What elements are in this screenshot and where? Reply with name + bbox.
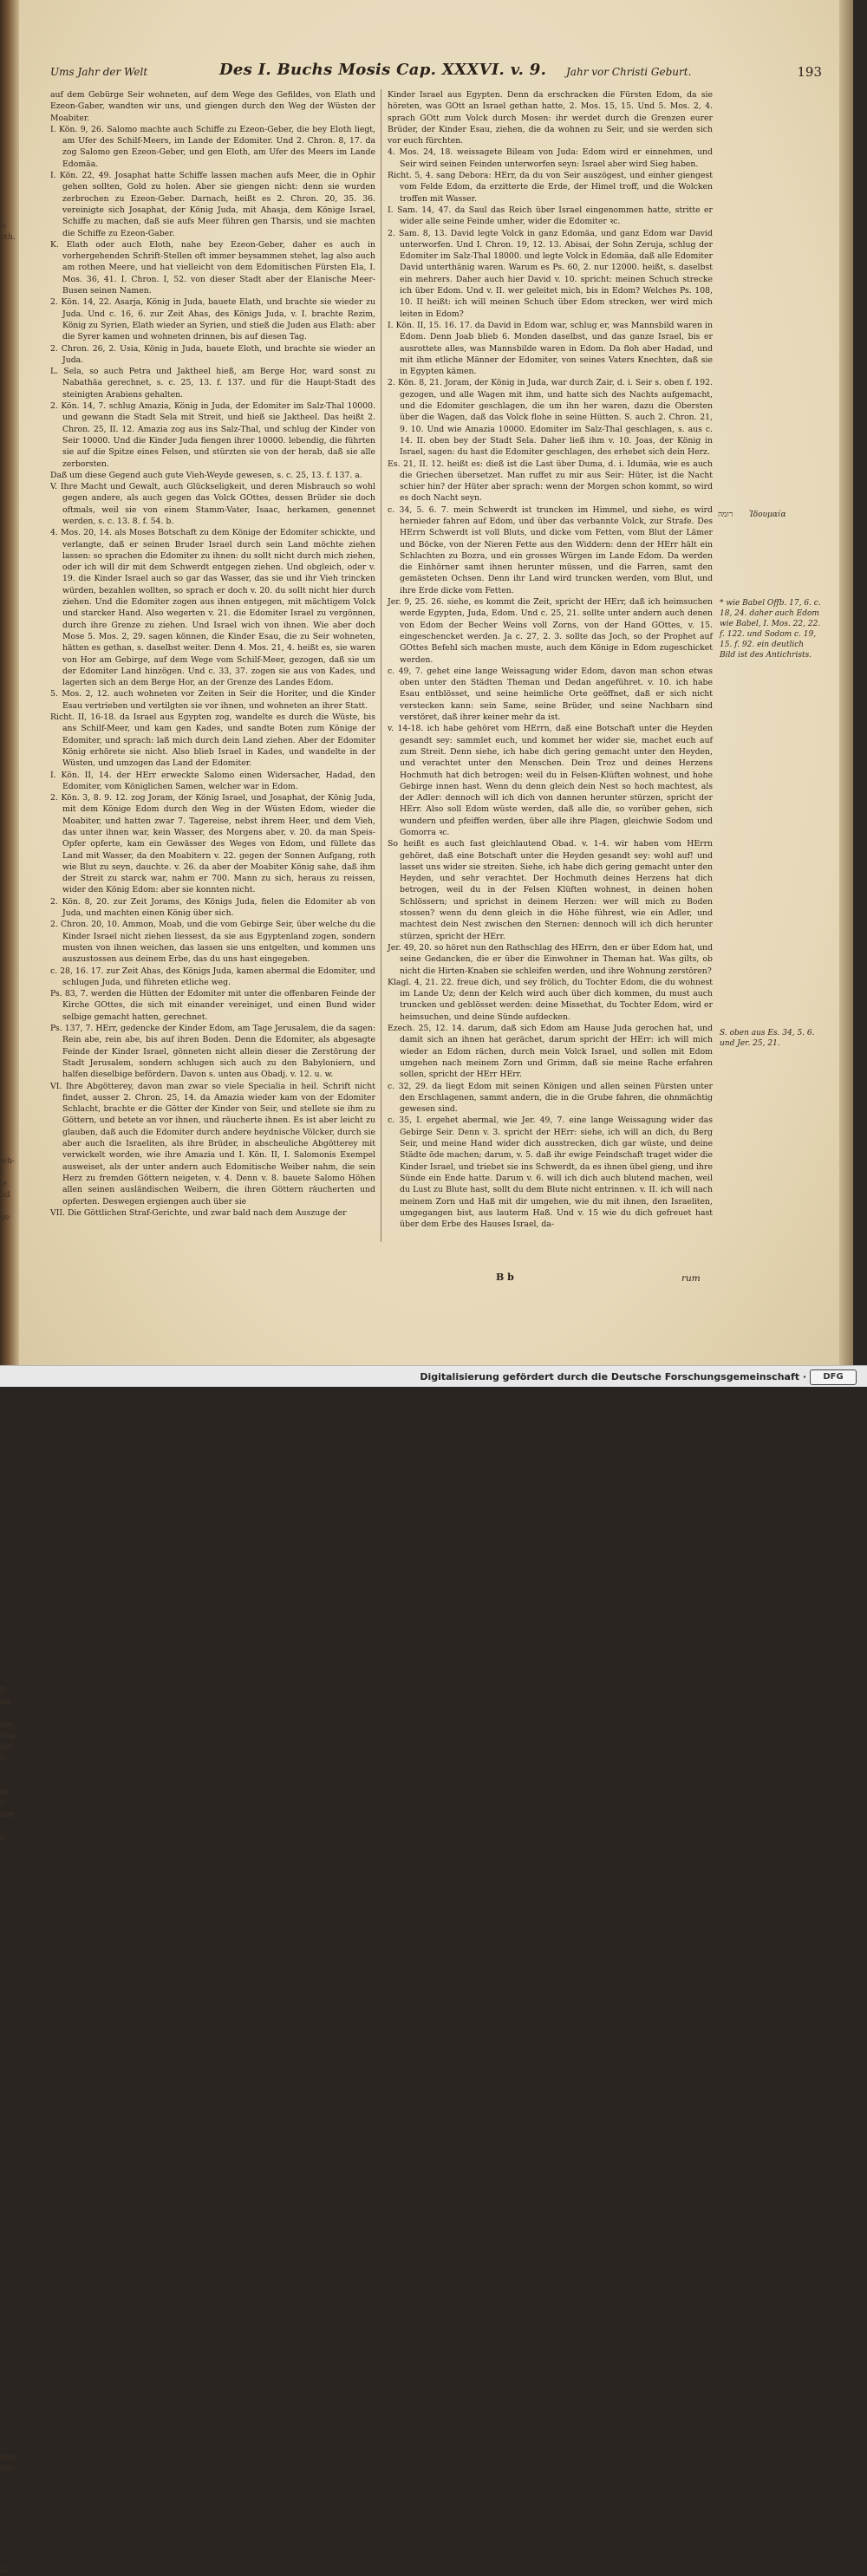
margin-fragment — [0, 413, 19, 424]
margin-fragment — [0, 2441, 19, 2452]
margin-fragment — [0, 863, 19, 875]
margin-fragment — [0, 1573, 19, 1584]
margin-fragment — [0, 1528, 19, 1539]
margin-fragment — [0, 762, 19, 773]
margin-fragment — [0, 322, 19, 334]
margin-fragment — [0, 2520, 19, 2531]
margin-fragment — [0, 2283, 19, 2294]
margin-fragment — [0, 1968, 19, 1979]
header-right: Jahr vor Christi Geburt. — [566, 66, 692, 78]
margin-fragment: nen — [0, 2453, 15, 2462]
margin-fragment — [0, 886, 19, 897]
margin-fragment: lor- — [0, 1698, 14, 1707]
margin-fragment — [0, 1855, 19, 1866]
margin-fragment — [0, 2159, 19, 2170]
margin-fragment — [0, 660, 19, 672]
margin-fragment — [0, 2249, 19, 2261]
paragraph: Richt. 5, 4. sang Debora: HErr, da du von Seir auszögest, und einher giengest vom Felde Edom, da erzitterte die Erde, der Himel troff, und die Wolcken troffen mit Wasser. — [388, 171, 713, 204]
margin-fragment — [0, 897, 19, 908]
margin-fragment — [0, 1877, 19, 1889]
paragraph: 2. Kön. 8, 21. Joram, der König in Juda, war durch Zair, d. i. Seir s. oben f. 192. gezogen, und alle Wagen mit ihm, und hatte sich des Nachts aufgemacht, und die Edomiter geschlagen, die um ihn her waren, dazu die Obersten über die Wagen, daß das Volck flohe in seine Hütten. S. auch 2. Chron. 21, 9. 10. Und wie Amazia 10000. Edomiter im Salz-Thal geschlagen, s. aus c. 14. II. oben bey der Stadt Sela. Daher ließ ihm v. 10. Joas, der König in Israel, sagen: du hast die Edomiter geschlagen, des erhebet sich dein Herz. — [388, 378, 713, 458]
page-edge — [839, 0, 853, 1365]
paragraph: Richt. II, 16-18. da Israel aus Egypten zog, wandelte es durch die Wüste, bis ans Schilf-Meer, und kam gen Kades, und sandte Boten zum Könige der Edomiter, und sprach: laß mich durch dein Land ziehen. Aber der Edomiter König erhörete sie nicht. Also blieb Israel in Kades, und wandelte in der Wüsten, und umzogen das Land der Edomiter. — [50, 712, 375, 769]
paragraph: I. Kön. 9, 26. Salomo machte auch Schiffe zu Ezeon-Geber, die bey Eloth liegt, am Ufer des Schilf-Meers, im Lande der Edomiter. Und 2. Chron. 8, 17. da zog Salomo gen Ezeon-Geber, und gen Eloth, am Ufer des Meers im Lande Edomäa. — [50, 124, 375, 169]
margin-fragment: oth. — [0, 233, 16, 242]
paragraph: I. Kön. 22, 49. Josaphat hatte Schiffe lassen machen aufs Meer, die in Ophir gehen sollten, Gold zu holen. Aber sie giengen nicht: denn sie wurden zerbrochen zu Ezeon-Geber. Darnach, heißt es 2. Chron. 20, 35. 36. vereinigte sich Josaphat, der König Juda, mit Ahasja, dem Könige Israel, Schiffe zu machen, daß sie aufs Meer führen gen Tharsis, und sie machten die Schiffe zu Ezeon-Gaber. — [50, 171, 375, 238]
margin-fragment — [0, 987, 19, 999]
margin-fragment: r — [0, 1799, 4, 1808]
margin-fragment — [0, 1663, 19, 1675]
margin-fragment — [0, 739, 19, 751]
margin-fragment — [0, 1945, 19, 1956]
left-column — [50, 89, 375, 1242]
margin-fragment — [0, 480, 19, 491]
margin-fragment: rey. — [0, 2464, 15, 2473]
margin-fragment — [0, 1641, 19, 1652]
margin-fragment — [0, 2407, 19, 2418]
paragraph: Klagl. 4, 21. 22. freue dich, und sey frölich, du Tochter Edom, die du wohnest im Lande Uz; denn der Kelch wird auch über dich kommen, du must auch truncken und geblösset werden: deine Missethat, du Tochter Edom, wird er heimsuchen, und deine Sünde aufdecken. — [388, 977, 713, 1022]
margin-fragment — [0, 920, 19, 931]
paragraph: 2. Chron. 20, 10. Ammon, Moab, und die vom Gebirge Seir, über welche du die Kinder Israel nicht ziehen liessest, da sie aus Egyptenland zogen, sondern musten von ihnen weichen, das lassen sie uns entgelten, und kommen uns auszustossen aus deinem Erbe, das du uns hast eingegeben. — [50, 920, 375, 965]
margin-fragment — [0, 2182, 19, 2193]
margin-fragment — [0, 1483, 19, 1494]
margin-fragment — [0, 694, 19, 706]
margin-fragment: ilug — [0, 1732, 16, 1740]
margin-fragment — [0, 2204, 19, 2215]
paragraph: L. Sela, so auch Petra und Jaktheel hieß, am Berge Hor, ward sonst zu Nabathäa gerechnet, s. c. 25, 13. f. 137. und für die Haupt-Stadt des steinigten Arabiens gehalten. — [50, 367, 375, 400]
paragraph: I. Kön. II, 15. 16. 17. da David in Edom war, schlug er, was Mannsbild waren in Edom. Denn Joab blieb 6. Monden daselbst, und das ganze Israel, bis er ausrottete alles, was Mannsbilde waren in Edom. Da floh aber Hadad, und mit ihm etliche Männer der Edomiter, von seines Vaters Knechten, daß sie in Egypten kämen. — [388, 320, 713, 377]
margin-fragment — [0, 2272, 19, 2283]
margin-fragment — [0, 1291, 19, 1303]
left-margin-fragments — [0, 221, 19, 2576]
margin-fragment — [0, 1844, 19, 1855]
margin-fragment — [0, 829, 19, 841]
paragraph: 2. Sam. 8, 13. David legte Volck in ganz Edomäa, und ganz Edom war David unterworfen. Und I. Chron. 19, 12. 13. Abisai, der Sohn Zeruja, schlug der Edomiter im Salz-Thal 18000. und legte Volck in Edomäa, daß alle Edomiter David unterthänig waren. Warum es Ps. 60, 2. nur 12000. heißt, s. daselbst ein mehrers. Daher auch hier David v. 10. spricht: meinen Schuch strecke ich über Edom. Und v. II. wer geleitet mich, bis in Edom? Welches Ps. 108, 10. II heißt: ich will meinen Schuch über Edom strecken, wer wird mich leiten in Edom? — [388, 228, 713, 319]
margin-fragment — [0, 2475, 19, 2486]
dfg-logo: DFG — [810, 1369, 857, 1385]
margin-fragment — [0, 796, 19, 807]
book-page — [19, 0, 853, 1365]
margin-fragment — [0, 2215, 19, 2227]
footer-bar — [0, 1365, 867, 1387]
paragraph: Es. 21, II. 12. heißt es: dieß ist die Last über Duma, d. i. Idumäa, wie es auch die Griechen übersetzet. Man ruffet zu mir aus Seir: Hüter, ist die Nacht schier hin? der Hüter aber sprach: wenn der Morgen schon kommt, so wird es doch Nacht seyn. — [388, 459, 713, 504]
margin-fragment — [0, 1325, 19, 1337]
right-column — [388, 89, 713, 1251]
margin-fragment — [0, 706, 19, 717]
margin-fragment — [0, 841, 19, 852]
margin-fragment — [0, 1404, 19, 1415]
margin-fragment — [0, 2553, 19, 2565]
margin-fragment — [0, 401, 19, 413]
margin-fragment — [0, 446, 19, 458]
margin-fragment — [0, 582, 19, 593]
margin-fragment — [0, 525, 19, 537]
margin-fragment — [0, 751, 19, 762]
margin-fragment — [0, 1393, 19, 1404]
margin-fragment — [0, 593, 19, 604]
margin-fragment — [0, 965, 19, 976]
page-number: 193 — [797, 64, 822, 80]
margin-fragment — [0, 1675, 19, 1686]
margin-fragment — [0, 2531, 19, 2542]
margin-fragment — [0, 514, 19, 525]
paragraph: K. Elath oder auch Eloth, nahe bey Ezeon-Geber, daher es auch in vorhergehenden Schrift-Stellen oft immer beysammen stehet, lag also auch am rothen Meere, und hat vielleicht von dem Edomitischen Fürsten Ela, I. Mos. 36, 41. I. Chron. I, 52. von dieser Stadt aber der Elanische Meer-Busen seinen Namen. — [50, 239, 375, 296]
margin-fragment — [0, 1607, 19, 1618]
margin-fragment — [0, 2080, 19, 2091]
paragraph: I. Kön. II, 14. der HErr erweckte Salomo einen Widersacher, Hadad, den Edomiter, vom Königlichen Samen, welcher war in Edom. — [50, 770, 375, 791]
margin-fragment — [0, 1551, 19, 1562]
paragraph: 2. Kön. 8, 20. zur Zeit Jorams, des Königs Juda, fielen die Edomiter ab von Juda, und machten einen König über sich. — [50, 896, 375, 919]
margin-fragment: r — [0, 1168, 4, 1177]
margin-fragment — [0, 1708, 19, 1720]
margin-fragment — [0, 1314, 19, 1325]
margin-fragment — [0, 1111, 19, 1122]
margin-note-babel: * wie Babel Offb. 17, 6. c. 18, 24. daher auch Edom wie Babel, I. Mos. 22, 22. f. 122. und Sodom c. 19, 15. f. 92. ein deutlich Bild ist des Antichrists. — [720, 599, 821, 660]
paragraph: 2. Kön. 3, 8. 9. 12. zog Joram, der König Israel, und Josaphat, der König Juda, mit dem Könige Edom durch den Weg in der Wüsten Edom, wieder die Moabiter, und hatten zwar 7. Tagereise, nebst ihrem Heer, und dem Vieh, das unter ihnen war, kein Wasser, des Morgens aber, v. 20. da man Speis-Opfer opferte, kam ein Gewässer des Weges von Edom, und füllete das Land mit Wasser, da den Moabitern v. 22. gegen der Sonnen Aufgang, roth wie Blut zu seyn, dauchte. v. 26. da aber der Moabiter König sahe, daß ihm der Streit zu starck war, nahm er 700. Mann zu sich, heraus zu reissen, wider den König Edom: aber sie konnten nicht. — [50, 793, 375, 895]
margin-fragment: nd — [0, 1191, 10, 1200]
margin-note-greek: Ἰδουμαία — [749, 511, 786, 519]
signature-mark: B b — [496, 1272, 514, 1283]
margin-fragment: am. — [0, 1721, 15, 1729]
header-left: Ums Jahr der Welt — [50, 66, 148, 78]
paragraph: 2. Chron. 26, 2. Usia, König in Juda, bauete Eloth, und brachte sie wieder an Juda. — [50, 343, 375, 365]
margin-fragment — [0, 1630, 19, 1641]
paragraph: c. 34, 5. 6. 7. mein Schwerdt ist truncken im Himmel, und siehe, es wird hernieder fahren auf Edom, und über das verbannte Volck, zur Strafe. Des HErrn Schwerdt ist voll Bluts, und dicke vom Fetten, vom Blut der Lämer und Böcke, von der Nieren Fette aus den Widdern: denn der HErr hält ein Schlachten zu Bozra, und ein grosses Würgen im Lande Edom. Da werden die Einhörner samt ihnen herunter müssen, und die Farren, samt den gemästeten Ochsen. Denn ihr Land wird truncken werden, vom Blut, und ihre Erde dicke vom Fetten. — [388, 504, 713, 595]
paragraph: Ps. 137, 7. HErr, gedencke der Kinder Edom, am Tage Jerusalem, die da sagen: Rein abe, rein abe, bis auf ihren Boden. Denn die Edomiter, als abgesagte Feinde der Kinder Israel, gönneten nicht allein dieser die Zerstörung der Stadt Jerusalem, sondern schlugen sich auch zu den Babyloniern, und halfen dieselbige befördern. Davon s. unten aus Obadj. v. 12. u. w. — [50, 1024, 375, 1080]
paragraph: VI. Ihre Abgötterey, davon man zwar so viele Specialia in heil. Schrift nicht findet, ausser 2. Chron. 25, 14. da Amazia wieder kam von der Edomiter Schlacht, brachte er die Götter der Kinder von Seir, und stellete sie ihm zu Göttern, und betete an vor ihnen, und räucherte ihnen. Es ist aber leicht zu glauben, daß auch die Edomiter durch andere heydnische Völcker, durch sie aber auch die Israeliten, als ihre Brüder, in abscheuliche Abgötterey mit verwickelt worden, wie ihre Amazia und I. Kön. II, I. Salomonis Exempel ausweiset, als der unter andern auch Edomitische Weiber nahm, die sein Herz zu fremden Göttern neigeten, v. 4. Denn v. 8. bauete Salomo Höhen allen seinen ausländischen Weibern, die ihren Göttern räucherten und opferten. Deswegen ergiengen auch über sie — [50, 1081, 375, 1207]
paragraph: 2. Kön. 14, 7. schlug Amazia, König in Juda, der Edomiter im Salz-Thal 10000. und gewann die Stadt Sela mit Streit, und hieß sie Jaktheel. Das heißt 2. Chron. 25, II. 12. Amazia zog aus ins Salz-Thal, und schlug der Kinder von Seir 10000. Und die Kinder Juda fiengen ihrer 10000. lebendig, die führten sie auf die Spitze eines Felsen, und stürzten sie von der herab, daß sie alle zerborsten. — [50, 401, 375, 469]
margin-fragment — [0, 1122, 19, 1134]
margin-fragment — [0, 469, 19, 480]
margin-fragment — [0, 2148, 19, 2159]
margin-fragment — [0, 908, 19, 920]
paragraph: Ezech. 25, 12. 14. darum, daß sich Edom am Hause Juda gerochen hat, und damit sich an ihnen hat gerächet, darum spricht der HErr: ich will mich wieder an Edom rächen, durch mein Volck Israel, und sollen mit Edom umgehen nach meinem Zorn und Grimm, daß sie meine Rache erfahren sollen, spricht der HErr HErr. — [388, 1024, 713, 1080]
paragraph: 4. Mos. 24, 18. weissagete Bileam von Juda: Edom wird er einnehmen, und Seir wird seinen Feinden unterworfen seyn: Israel aber wird Sieg haben. — [388, 147, 713, 169]
margin-fragment: ls — [0, 222, 7, 231]
margin-fragment — [0, 2091, 19, 2103]
margin-fragment — [0, 1066, 19, 1077]
margin-fragment — [0, 1044, 19, 1055]
margin-fragment — [0, 2306, 19, 2317]
margin-fragment — [0, 1934, 19, 1945]
margin-fragment — [0, 683, 19, 694]
margin-fragment — [0, 1765, 19, 1776]
margin-fragment — [0, 1866, 19, 1877]
margin-fragment — [0, 356, 19, 368]
margin-fragment — [0, 627, 19, 638]
margin-fragment — [0, 2328, 19, 2339]
margin-fragment — [0, 1224, 19, 1235]
margin-fragment — [0, 2035, 19, 2046]
margin-fragment — [0, 2058, 19, 2069]
margin-fragment — [0, 1032, 19, 1044]
catchword: rum — [681, 1273, 701, 1284]
margin-fragment — [0, 289, 19, 300]
paragraph: Daß um diese Gegend auch gute Vieh-Weyde gewesen, s. c. 25, 13. f. 137. a. — [50, 470, 362, 480]
margin-fragment — [0, 2362, 19, 2373]
margin-fragment — [0, 2114, 19, 2125]
paragraph: v. 14-18. ich habe gehöret vom HErrn, daß eine Botschaft unter die Heyden gesandt sey: sammlet euch, und kommet her wider sie, machet euch auf zum Streit. Denn siehe, ich habe dich gering gemacht unter den Heyden, und verachtet unter den Menschen. Dein Troz und deines Herzens Hochmuth hat dich betrogen: weil du in Felsen-Klüften wohnest, und hohe Gebirge innen hast. Wenn du denn gleich dein Nest so hoch machtest, als der Adler: dennoch will ich dich von dannen herunter stürzen, spricht der HErr. Also soll Edom wüste werden, daß alle die, so vorüber gehen, sich wundern und pfeiffen werden, über alle ihre Plagen, gleichwie Sodom und Gomorra ꝛc. — [388, 724, 713, 837]
margin-fragment — [0, 1280, 19, 1291]
margin-fragment — [0, 2193, 19, 2204]
margin-fragment — [0, 277, 19, 289]
margin-fragment — [0, 300, 19, 311]
paragraph: V. Ihre Macht und Gewalt, auch Glückseligkeit, und deren Misbrauch so wohl gegen andere, als auch gegen das Volck GOttes, dessen Brüder sie doch oftmals, weil sie von einem Stamm-Vater, Isaac, herkamen, genennet werden, s. c. 13. 8. f. 54. b. — [50, 482, 375, 526]
margin-fragment: ge — [0, 1213, 10, 1222]
margin-fragment — [0, 2024, 19, 2035]
margin-fragment — [0, 311, 19, 322]
margin-fragment — [0, 1990, 19, 2001]
margin-fragment — [0, 424, 19, 435]
margin-fragment: ieh- — [0, 1157, 16, 1166]
margin-fragment — [0, 1900, 19, 1911]
margin-fragment: E- — [0, 1687, 9, 1695]
margin-note-hebrew: רומה — [718, 511, 733, 519]
margin-fragment — [0, 649, 19, 660]
margin-fragment — [0, 1010, 19, 1021]
margin-fragment — [0, 2542, 19, 2553]
margin-fragment — [0, 2508, 19, 2520]
margin-fragment — [0, 1337, 19, 1348]
margin-fragment — [0, 1303, 19, 1314]
margin-fragment — [0, 1956, 19, 1968]
paragraph: 5. Mos. 2, 12. auch wohneten vor Zeiten in Seir die Horiter, und die Kinder Esau vertrieben und vertilgten sie vor ihnen, und wohneten an ihrer Statt. — [50, 689, 375, 711]
margin-fragment — [0, 390, 19, 401]
margin-fragment — [0, 1055, 19, 1066]
paragraph: Jer. 49, 20. so höret nun den Rathschlag des HErrn, den er über Edom hat, und seine Gedancken, die er über die Einwohner in Theman hat. Was gilts, ob nicht die Hirten-Knaben sie schleifen werden, und ihre Wohnung zerstören? — [388, 942, 713, 976]
margin-fragment — [0, 875, 19, 886]
margin-fragment — [0, 1427, 19, 1438]
margin-fragment — [0, 255, 19, 266]
margin-fragment — [0, 1652, 19, 1663]
margin-fragment: obe — [0, 1811, 15, 1819]
margin-fragment — [0, 784, 19, 796]
paragraph: c. 35, I. ergehet abermal, wie Jer. 49, 7. eine lange Weissagung wider das Gebirge Seir. Denn v. 3. spricht der HErr: siehe, ich will an dich, du Berg Seir, und meine Hand wider dich ausstrecken, dich gar wüste, und deine Städte öde machen; darum, v. 5. daß ihr ewige Feindschaft traget wider die Kinder Israel, und triebet sie ins Schwerdt, da es ihnen übel gieng, und ihre Sünde ein Ende hatte. Darum v. 6. will ich dich auch blutend machen, weil du Lust zu Blute hast, sollt du dem Blute nicht entrinnen. v. II. ich will nach meinem Zorn und Haß mit dir umgehen, wie du mit ihnen, den Israeliten, umgegangen bist, aus lauterm Haß. Und v. 15 wie du dich gefreuet hast über dem Erbe des Hauses Israel, da- — [388, 1116, 713, 1230]
margin-note-oben: S. oben aus Es. 34, 5. 6. und Jer. 25, 21. — [720, 1029, 815, 1048]
margin-fragment — [0, 604, 19, 615]
margin-fragment — [0, 2170, 19, 2182]
margin-fragment — [0, 1089, 19, 1100]
margin-fragment: ert — [0, 1743, 12, 1752]
margin-fragment — [0, 953, 19, 965]
paragraph: c. 32, 29. da liegt Edom mit seinen Königen und allen seinen Fürsten unter den Erschlagenen, sammt andern, die in die Grube fahren, die ohnmächtig gewesen sind. — [388, 1081, 713, 1115]
margin-fragment — [0, 1539, 19, 1551]
margin-fragment — [0, 1021, 19, 1032]
margin-fragment — [0, 2384, 19, 2396]
margin-fragment — [0, 491, 19, 503]
footer-credit: Digitalisierung gefördert durch die Deutsche Forschungsgemeinschaft · — [420, 1371, 806, 1382]
margin-fragment: ls — [0, 1754, 7, 1763]
paragraph: VII. Die Göttlichen Straf-Gerichte, und zwar bald nach dem Auszuge der — [50, 1207, 347, 1218]
margin-fragment — [0, 2373, 19, 2384]
margin-fragment — [0, 1776, 19, 1787]
margin-fragment — [0, 458, 19, 469]
paragraph: Jer. 9, 25. 26. siehe, es kommt die Zeit, spricht der HErr, daß ich heimsuchen werde Egypten, Juda, Edom. Und c. 25, 21. sollte unter andern auch denen von Edom der Becher Weins voll Zorns, von der Hand GOttes, v. 15. eingeschencket werden. Ja c. 27, 2. 3. sollte das Joch, so der Prophet auf GOttes Befehl sich machen muste, auch dem Könige in Edom zugeschicket werden. — [388, 597, 713, 665]
margin-fragment — [0, 2238, 19, 2249]
margin-fragment — [0, 717, 19, 728]
margin-fragment — [0, 1235, 19, 1246]
margin-fragment — [0, 1911, 19, 1922]
paragraph: I. Sam. 14, 47. da Saul das Reich über Israel eingenommen hatte, stritte er wider alle seine Feinde umher, wider die Edomiter ꝛc. — [388, 205, 713, 227]
margin-fragment — [0, 2486, 19, 2497]
paragraph: Ps. 83, 7. werden die Hütten der Edomiter mit unter die offenbaren Feinde der Kirche GOttes, die sich mit einander vereiniget, und einen Bund wider selbige gemacht hatten, gerechnet. — [50, 989, 375, 1022]
margin-fragment — [0, 1246, 19, 1258]
margin-fragment — [0, 2294, 19, 2306]
margin-fragment — [0, 244, 19, 255]
margin-fragment — [0, 1517, 19, 1528]
margin-fragment — [0, 2430, 19, 2441]
header-title: Des I. Buchs Mosis Cap. XXXVI. v. 9. — [219, 61, 547, 79]
margin-fragment — [0, 266, 19, 277]
paragraph: 4. Mos. 20, 14. als Moses Botschaft zu dem Könige der Edomiter schickte, und verlangte, daß er seinen Bruder Israel durch sein Land möchte ziehen lassen: so sprachen die Edomiter zu ihnen: du sollt nicht durch mich ziehen, oder ich will dir mit dem Schwerdt entgegen ziehen. Und obgleich, oder v. 19. die Kinder Israel auch so gar das Wasser, das sie und ihr Vieh trincken würden, bezahlen wollten, so sprach er doch v. 20. du sollt nicht hier durch ziehen. Und die Edomiter zogen aus ihnen entgegen, mit mächtigem Volck und starcker Hand. Also wegerten v. 21. die Edomiter Israel zu vergönnen, durch ihre Grenze zu ziehen. Und Israel wich von ihnen. Wie aber doch Mose 5. Mos. 2, 29. sagen können, die Kinder Esau, die zu Seir wohneten, hätten es gethan, s. daselbst weiter. Denn 4. Mos. 21, 4. heißt es, sie waren von Hor am Gebirge, auf dem Wege vom Schilf-Meer, gezogen, daß sie um der Edomiter Land hinzögen. Und c. 33, 37. zogen sie aus von Kades, und lagerten sich an dem Berge Hor, an der Grenze des Landes Edom. — [50, 528, 375, 688]
margin-fragment — [0, 1596, 19, 1607]
margin-fragment — [0, 2339, 19, 2351]
margin-fragment — [0, 334, 19, 345]
margin-fragment — [0, 1472, 19, 1483]
margin-fragment — [0, 672, 19, 683]
margin-fragment — [0, 1145, 19, 1156]
margin-fragment — [0, 2227, 19, 2238]
paragraph: c. 49, 7. gehet eine lange Weissagung wider Edom, davon man schon etwas oben unter den Städten Theman und Dedan angeführet. v. 10. ich habe Esau entblösset, und seine heimliche Orte geöffnet, daß er sich nicht verstecken kann: sein Same, seine Brüder, und seine Nachbarn sind verstöret, daß ihrer keiner mehr da ist. — [388, 666, 713, 723]
paragraph: 2. Kön. 14, 22. Asarja, König in Juda, bauete Elath, und brachte sie wieder zu Juda. Und c. 16, 6. zur Zeit Ahas, des Königs Juda, v. I. brachte Rezim, König zu Syrien, Elath wieder an Syrien, und stieß die Juden aus Elath: aber die Syrer kamen und wohneten drinnen, bis auf diesen Tag. — [50, 297, 375, 342]
margin-fragment — [0, 942, 19, 953]
margin-fragment — [0, 2013, 19, 2024]
margin-fragment — [0, 1584, 19, 1596]
margin-fragment — [0, 2103, 19, 2114]
margin-fragment — [0, 2261, 19, 2272]
margin-fragment — [0, 1201, 19, 1213]
margin-fragment — [0, 1979, 19, 1990]
margin-fragment — [0, 1460, 19, 1472]
margin-fragment — [0, 2001, 19, 2013]
margin-fragment — [0, 1449, 19, 1460]
margin-fragment — [0, 2046, 19, 2058]
margin-fragment — [0, 807, 19, 818]
margin-fragment — [0, 728, 19, 739]
margin-fragment — [0, 1821, 19, 1832]
margin-fragment — [0, 379, 19, 390]
margin-fragment — [0, 570, 19, 582]
margin-fragment — [0, 1258, 19, 1269]
margin-fragment — [0, 1562, 19, 1573]
margin-fragment — [0, 1618, 19, 1630]
margin-fragment — [0, 1269, 19, 1280]
margin-fragment: s — [0, 1833, 4, 1842]
margin-fragment — [0, 559, 19, 570]
margin-fragment — [0, 852, 19, 863]
paragraph: So heißt es auch fast gleichlautend Obad. v. 1-4. wir haben vom HErrn gehöret, daß eine Botschaft unter die Heyden gesandt sey: wohl auf! und lasset uns wider sie streiten. Siehe, ich habe dich gering gemacht unter den Heyden, und sehr verachtet. Der Hochmuth deines Herzens hat dich betrogen, weil du in der Felsen Klüften wohnest, in deinen hohen Schlössern; und sprichst in deinem Herzen: wer will mich zu Boden stossen? wenn du denn gleich in die Höhe führest, wie ein Adler, und machtest dein Nest zwischen den Sternen: dennoch will ich dich herunter stürzen, spricht der HErr. — [388, 839, 713, 941]
margin-fragment — [0, 548, 19, 559]
margin-fragment: hr — [0, 1788, 10, 1797]
margin-fragment — [0, 615, 19, 627]
margin-fragment — [0, 1506, 19, 1517]
margin-fragment: le — [0, 1180, 8, 1188]
margin-fragment — [0, 1494, 19, 1506]
margin-fragment — [0, 1134, 19, 1145]
margin-fragment — [0, 368, 19, 379]
margin-fragment — [0, 2137, 19, 2148]
margin-fragment — [0, 931, 19, 942]
paragraph: Kinder Israel aus Egypten. Denn da erschracken die Fürsten Edom, da sie höreten, was GOtt an Israel gethan hatte, 2. Mos. 15, 15. Und 5. Mos. 2, 4. sprach GOtt zum Volck durch Mosen: ihr werdet durch die Grenzen eurer Brüder, der Kinder Esau, ziehen, die da wohnen zu Seir, und sie werden sich vor euch fürchten. — [388, 90, 713, 146]
margin-fragment — [0, 435, 19, 446]
margin-fragment — [0, 1415, 19, 1427]
margin-fragment — [0, 2069, 19, 2080]
margin-fragment — [0, 2125, 19, 2137]
paragraph: c. 28, 16. 17. zur Zeit Ahas, des Königs Juda, kamen abermal die Edomiter, und schlugen Juda, und führeten etliche weg. — [50, 966, 375, 987]
margin-fragment — [0, 1077, 19, 1089]
margin-fragment — [0, 2317, 19, 2328]
margin-fragment — [0, 818, 19, 829]
paragraph: auf dem Gebürge Seir wohneten, auf dem Wege des Gefildes, von Elath und Ezeon-Gaber, wandten wir uns, und giengen durch den Weg der Wüsten der Moabiter. — [50, 90, 375, 123]
margin-fragment — [0, 976, 19, 987]
margin-fragment — [0, 503, 19, 514]
running-header — [50, 61, 822, 83]
margin-fragment — [0, 537, 19, 548]
margin-fragment — [0, 1348, 19, 1359]
margin-fragment — [0, 1922, 19, 1934]
margin-fragment — [0, 1100, 19, 1111]
margin-fragment — [0, 773, 19, 784]
margin-fragment — [0, 2497, 19, 2508]
margin-fragment — [0, 1438, 19, 1449]
margin-fragment — [0, 999, 19, 1010]
margin-fragment — [0, 2418, 19, 2430]
margin-fragment — [0, 638, 19, 649]
margin-fragment — [0, 1889, 19, 1900]
margin-fragment: 2. — [0, 2566, 8, 2574]
margin-fragment — [0, 2396, 19, 2407]
margin-fragment — [0, 2351, 19, 2362]
margin-fragment — [0, 345, 19, 356]
